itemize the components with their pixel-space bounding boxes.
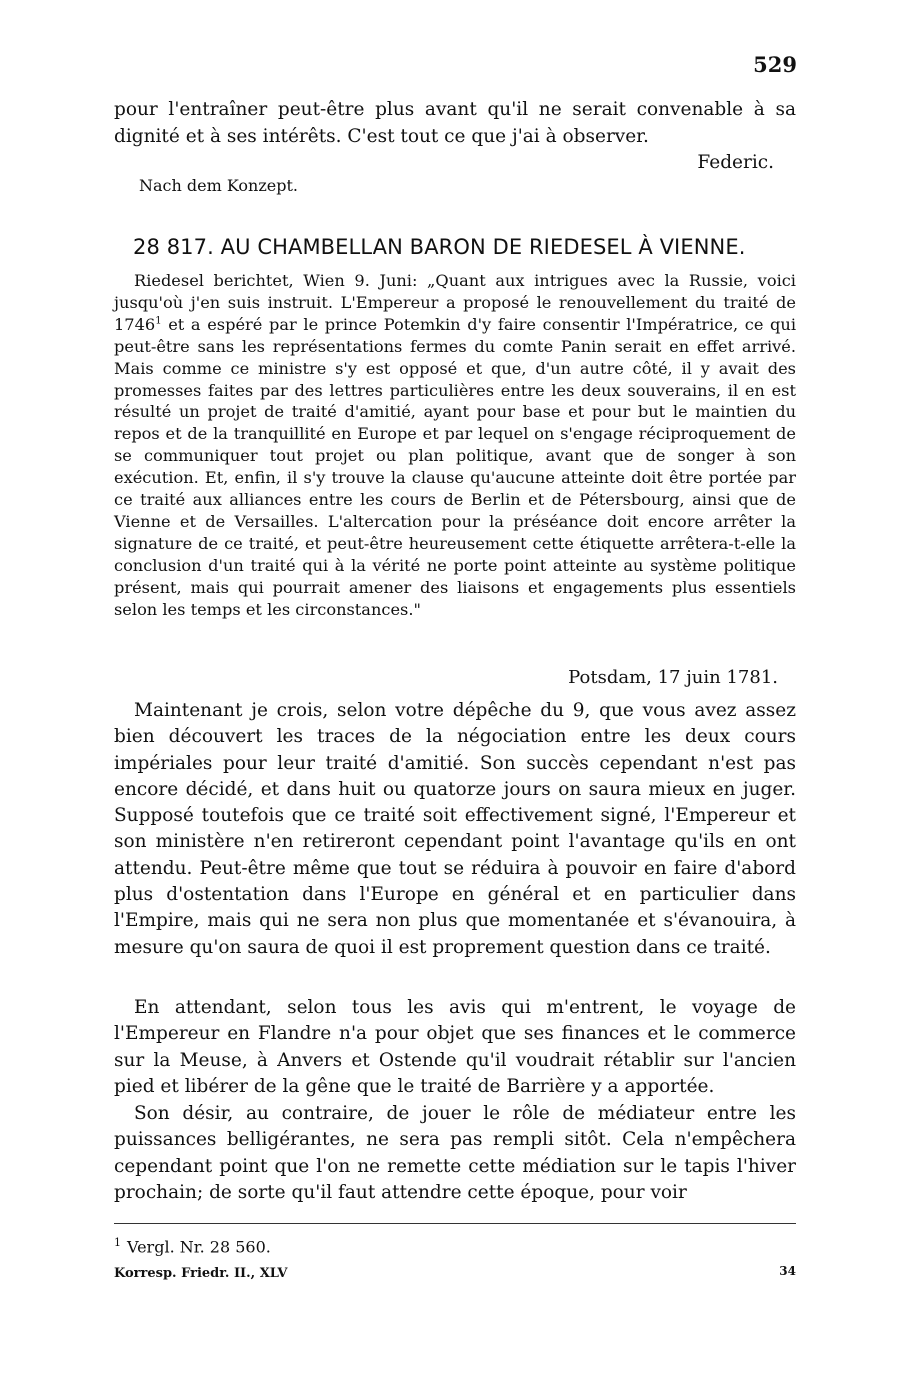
sheet-number: 34 bbox=[779, 1264, 796, 1278]
body-paragraph-3: Son désir, au contraire, de jouer le rôle de médiateur entre les puissances belligérantes, ne sera pas rempli sitôt. Cela n'empêchera cependant point que l'on ne remette cette médiation sur le tapis l'hiver prochain; de sorte qu'il faut attendre cette époque, pour voir bbox=[114, 1103, 796, 1203]
footnote-text: Vergl. Nr. 28 560. bbox=[127, 1237, 271, 1257]
source-note: Nach dem Konzept. bbox=[139, 176, 298, 195]
footnote-divider bbox=[114, 1223, 796, 1224]
signature: Federic. bbox=[697, 152, 774, 173]
footnote-marker: 1 bbox=[114, 1236, 121, 1249]
body-paragraph-1: Maintenant je crois, selon votre dépêche du 9, que vous avez assez bien découvert les traces de la négociation entre les deux cours impériales pour leur traité d'amitié. Son succès cependant n'est pas encore décidé, et dans huit ou quatorze jours on saura mieux en juger. Supposé toutefois que ce traité soit effectivement signé, l'Empereur et son ministère n'en retireront cependant point l'avantage qu'ils en ont attendu. Peut-être même que tout se réduira à pouvoir en faire d'abord plus d'ostentation dans l'Europe en général et en particulier dans l'Empire, mais qui ne sera non plus que momentanée et s'évanouira, à mesure qu'on saura de quoi il est proprement question dans ce traité. bbox=[114, 700, 796, 958]
footnote-reference-marker: 1 bbox=[155, 315, 162, 327]
page-number: 529 bbox=[753, 52, 797, 77]
summary-text-part-2: et a espéré par le prince Potemkin d'y faire consentir l'Impératrice, ce qui peut-être sans les représentations fermes du comte Panin serait en effet arrivé. Mais comme ce ministre s'y est opposé et que, d'un autre côté, il y avait des promesses faites par des lettres particulières entre les deux souverains, il en est résulté un projet de traité d'amitié, ayant pour base et pour but le maintien du repos et de la tranquillité en Europe et par lequel on s'engage réciproquement de se communiquer tout projet ou plan politique, avant que de songer à son exécution. Et, enfin, il s'y trouve la clause qu'aucune atteinte doit être portée par ce traité aux alliances entre les cours de Berlin et de Pétersbourg, ainsi que de Vienne et de Versailles. L'altercation pour la préséance doit encore arrêter la signature de ce traité, et peut-être heureusement cette étiquette arrêtera-t-elle la conclusion d'un traité qui à la vérité ne porte point atteinte au système politique présent, mais qui pourrait amener des liaisons et engagements plus essentiels selon les temps et les circonstances." bbox=[114, 314, 796, 619]
body-paragraph-2: En attendant, selon tous les avis qui m'entrent, le voyage de l'Empereur en Flandre n'a pour objet que ses finances et le commerce sur la Meuse, à Anvers et Ostende qu'il voudrait rétablir sur l'ancien pied et libérer de la gêne que le traité de Barrière y a apportée. bbox=[114, 997, 796, 1097]
summary-text-part-1: Riedesel berichtet, Wien 9. Juni: „Quant aux intrigues avec la Russie, voici jusqu'où j'en suis instruit. L'Empereur a proposé le renouvellement du traité de 1746 bbox=[114, 271, 796, 334]
summary-paragraph bbox=[114, 270, 796, 621]
footnote bbox=[114, 1236, 271, 1256]
carryover-paragraph: pour l'entraîner peut-être plus avant qu'il ne serait convenable à sa dignité et à ses intérêts. C'est tout ce que j'ai à observer. bbox=[114, 99, 796, 147]
printer-signature-line: Korresp. Friedr. II., XLV bbox=[114, 1266, 288, 1281]
document-heading: 28 817. AU CHAMBELLAN BARON DE RIEDESEL À VIENNE. bbox=[133, 235, 746, 259]
dateline: Potsdam, 17 juin 1781. bbox=[568, 667, 778, 688]
